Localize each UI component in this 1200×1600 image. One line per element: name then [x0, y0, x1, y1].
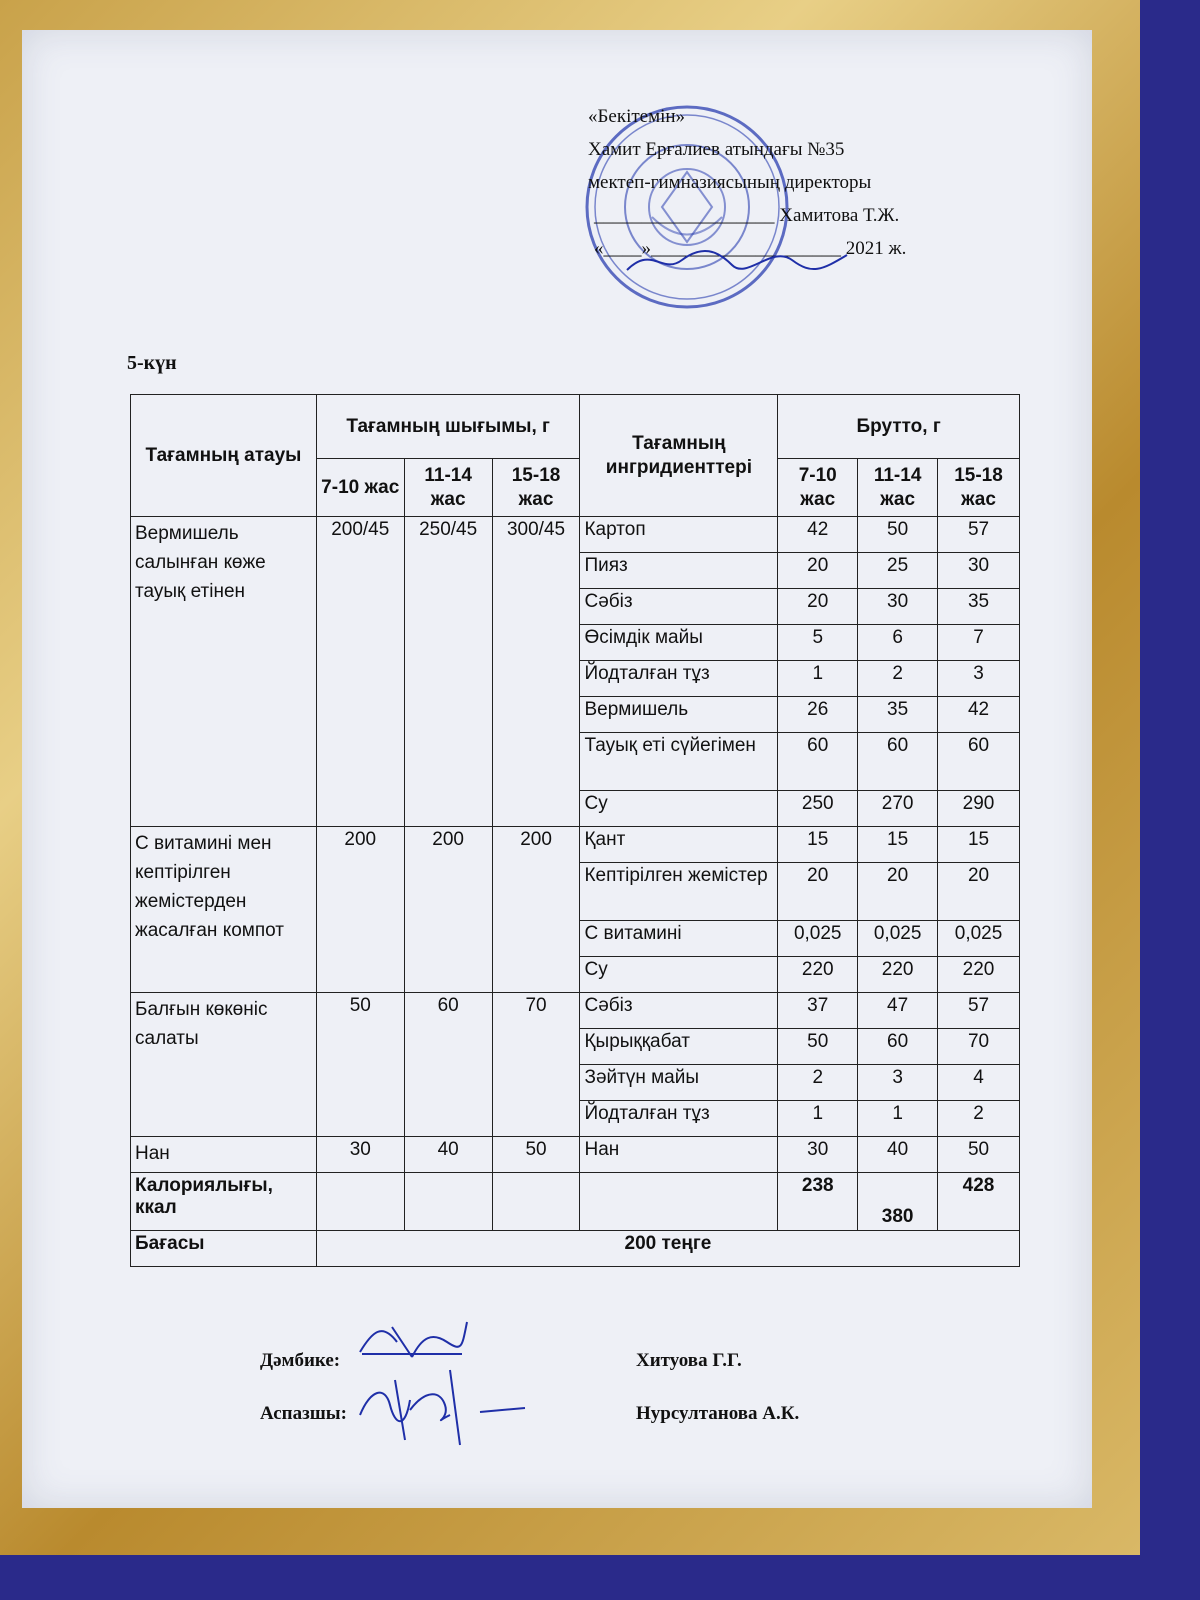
- brutto-value-cell: 15: [938, 827, 1020, 863]
- table-row: [131, 993, 1020, 1029]
- brutto-value-cell: 20: [858, 863, 938, 921]
- ingredient-name-cell: Қант: [580, 827, 778, 863]
- dish-yield-cell: 50: [316, 993, 404, 1137]
- dish-yield-cell: 250/45: [404, 517, 492, 827]
- dish-name-cell: Балғын көкөніс салаты: [131, 993, 317, 1137]
- approval-director: ___________________ Хамитова Т.Ж.: [594, 205, 900, 226]
- brutto-value-cell: 2: [778, 1065, 858, 1101]
- brutto-value-cell: 30: [858, 589, 938, 625]
- brutto-value-cell: 4: [938, 1065, 1020, 1101]
- header-brutto-age-15-18: 15-18 жас: [938, 459, 1020, 517]
- brutto-value-cell: 30: [938, 553, 1020, 589]
- brutto-value-cell: 26: [778, 697, 858, 733]
- brutto-value-cell: 35: [938, 589, 1020, 625]
- ingredient-name-cell: Су: [580, 791, 778, 827]
- brutto-value-cell: 15: [858, 827, 938, 863]
- ingredient-name-cell: Қырыққабат: [580, 1029, 778, 1065]
- price-value: 200 теңге: [316, 1231, 1019, 1267]
- brutto-value-cell: 3: [858, 1065, 938, 1101]
- ingredient-name-cell: Нан: [580, 1137, 778, 1173]
- dish-name-cell: Нан: [131, 1137, 317, 1173]
- header-brutto-age-11-14: 11-14 жас: [858, 459, 938, 517]
- menu-sheet: [22, 30, 1092, 1508]
- brutto-value-cell: 1: [858, 1101, 938, 1137]
- dish-yield-cell: 200: [316, 827, 404, 993]
- cook-label: Аспазшы:: [260, 1403, 347, 1424]
- brutto-value-cell: 20: [778, 863, 858, 921]
- brutto-value-cell: 0,025: [778, 921, 858, 957]
- dish-yield-cell: 30: [316, 1137, 404, 1173]
- brutto-value-cell: 60: [858, 1029, 938, 1065]
- brutto-value-cell: 60: [938, 733, 1020, 791]
- table-row: [131, 1137, 1020, 1173]
- dish-yield-cell: 70: [492, 993, 580, 1137]
- brutto-value-cell: 70: [938, 1029, 1020, 1065]
- brutto-value-cell: 42: [938, 697, 1020, 733]
- approval-position: мектеп-гимназиясының директоры: [588, 172, 872, 193]
- ingredient-name-cell: Өсімдік майы: [580, 625, 778, 661]
- brutto-value-cell: 0,025: [938, 921, 1020, 957]
- nurse-name: Хитуова Г.Г.: [636, 1350, 742, 1371]
- brutto-value-cell: 270: [858, 791, 938, 827]
- brutto-value-cell: 20: [778, 553, 858, 589]
- brutto-value-cell: 25: [858, 553, 938, 589]
- brutto-value-cell: 20: [938, 863, 1020, 921]
- brutto-value-cell: 0,025: [858, 921, 938, 957]
- header-dish-name: Тағамның атауы: [131, 395, 317, 517]
- brutto-value-cell: 290: [938, 791, 1020, 827]
- approval-school: Хамит Ерғалиев атындағы №35: [588, 139, 845, 160]
- calories-value-cell: 238: [778, 1173, 858, 1231]
- ingredient-name-cell: Сәбіз: [580, 589, 778, 625]
- brutto-value-cell: 35: [858, 697, 938, 733]
- brutto-value-cell: 20: [778, 589, 858, 625]
- brutto-value-cell: 60: [858, 733, 938, 791]
- brutto-value-cell: 2: [938, 1101, 1020, 1137]
- brutto-value-cell: 250: [778, 791, 858, 827]
- brutto-value-cell: 50: [938, 1137, 1020, 1173]
- brutto-value-cell: 7: [938, 625, 1020, 661]
- brutto-value-cell: 1: [778, 661, 858, 697]
- brutto-value-cell: 40: [858, 1137, 938, 1173]
- dish-yield-cell: 60: [404, 993, 492, 1137]
- brutto-value-cell: 15: [778, 827, 858, 863]
- empty-cell: [580, 1173, 778, 1231]
- ingredient-name-cell: Су: [580, 957, 778, 993]
- calories-value-cell: 380: [858, 1173, 938, 1231]
- brutto-value-cell: 5: [778, 625, 858, 661]
- cook-signature-icon: [350, 1360, 530, 1450]
- dish-yield-cell: 300/45: [492, 517, 580, 827]
- brutto-value-cell: 50: [858, 517, 938, 553]
- ingredient-name-cell: Кептірілген жемістер: [580, 863, 778, 921]
- empty-cell: [404, 1173, 492, 1231]
- header-yield: Тағамның шығымы, г: [316, 395, 580, 459]
- ingredient-name-cell: Пияз: [580, 553, 778, 589]
- ingredient-name-cell: Зәйтүн майы: [580, 1065, 778, 1101]
- ingredient-name-cell: Вермишель: [580, 697, 778, 733]
- table-row: [131, 827, 1020, 863]
- header-brutto: Брутто, г: [778, 395, 1020, 459]
- brutto-value-cell: 220: [858, 957, 938, 993]
- dish-yield-cell: 200: [492, 827, 580, 993]
- empty-cell: [492, 1173, 580, 1231]
- brutto-value-cell: 47: [858, 993, 938, 1029]
- calories-row: [131, 1173, 1020, 1231]
- director-signature-icon: [622, 235, 852, 285]
- approval-date: «____»____________________ 2021 ж.: [594, 238, 907, 259]
- brutto-value-cell: 1: [778, 1101, 858, 1137]
- dish-yield-cell: 200/45: [316, 517, 404, 827]
- brutto-value-cell: 60: [778, 733, 858, 791]
- brutto-value-cell: 2: [858, 661, 938, 697]
- brutto-value-cell: 37: [778, 993, 858, 1029]
- header-ingredients: Тағамның ингридиенттері: [580, 395, 778, 517]
- menu-table: [130, 394, 1020, 1267]
- brutto-value-cell: 57: [938, 993, 1020, 1029]
- calories-value-cell: 428: [938, 1173, 1020, 1231]
- empty-cell: [316, 1173, 404, 1231]
- header-brutto-age-7-10: 7-10 жас: [778, 459, 858, 517]
- calories-label: Калориялығы, ккал: [131, 1173, 317, 1231]
- cook-name: Нурсултанова А.К.: [636, 1403, 800, 1424]
- dish-name-cell: Вермишель салынған көже тауық етінен: [131, 517, 317, 827]
- brutto-value-cell: 30: [778, 1137, 858, 1173]
- menu-table-body: [131, 517, 1020, 1267]
- header-yield-age-15-18: 15-18 жас: [492, 459, 580, 517]
- brutto-value-cell: 6: [858, 625, 938, 661]
- brutto-value-cell: 42: [778, 517, 858, 553]
- dish-yield-cell: 200: [404, 827, 492, 993]
- approval-title: «Бекітемін»: [588, 106, 686, 127]
- brutto-value-cell: 220: [938, 957, 1020, 993]
- dish-yield-cell: 50: [492, 1137, 580, 1173]
- price-label: Бағасы: [131, 1231, 317, 1267]
- dish-yield-cell: 40: [404, 1137, 492, 1173]
- brutto-value-cell: 57: [938, 517, 1020, 553]
- table-row: [131, 517, 1020, 553]
- price-row: [131, 1231, 1020, 1267]
- ingredient-name-cell: Йодталған тұз: [580, 661, 778, 697]
- ingredient-name-cell: С витамині: [580, 921, 778, 957]
- brutto-value-cell: 220: [778, 957, 858, 993]
- dish-name-cell: С витамині мен кептірілген жемістерден жасалған компот: [131, 827, 317, 993]
- brutto-value-cell: 50: [778, 1029, 858, 1065]
- ingredient-name-cell: Сәбіз: [580, 993, 778, 1029]
- header-yield-age-11-14: 11-14 жас: [404, 459, 492, 517]
- day-label: 5-күн: [127, 352, 177, 374]
- brutto-value-cell: 3: [938, 661, 1020, 697]
- ingredient-name-cell: Тауық еті сүйегімен: [580, 733, 778, 791]
- ingredient-name-cell: Йодталған тұз: [580, 1101, 778, 1137]
- ingredient-name-cell: Картоп: [580, 517, 778, 553]
- nurse-label: Дәмбике:: [260, 1350, 341, 1371]
- header-yield-age-7-10: 7-10 жас: [316, 459, 404, 517]
